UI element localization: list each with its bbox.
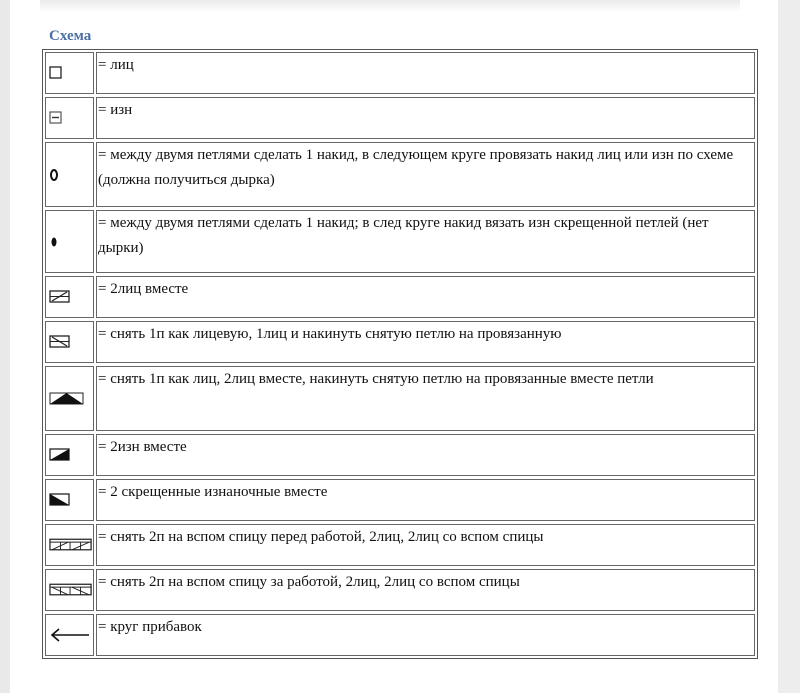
legend-text: = снять 2п на вспом спицу перед работой, 2лиц, 2лиц со вспом спицы: [96, 524, 755, 566]
ssk-icon: [45, 321, 94, 363]
double-decrease-icon: [45, 366, 94, 431]
cropped-text-strip: [40, 0, 740, 12]
legend-row: [45, 276, 755, 318]
legend-text: = 2изн вместе: [96, 434, 755, 476]
legend-text: = 2 скрещенные изнаночные вместе: [96, 479, 755, 521]
legend-text: = снять 2п на вспом спицу за работой, 2лиц, 2лиц со вспом спицы: [96, 569, 755, 611]
knit-square-icon: [45, 52, 94, 94]
cable-back-icon: [45, 569, 94, 611]
left-gutter: [0, 0, 10, 693]
legend-row: [45, 210, 755, 273]
p2tog-tbl-icon: [45, 479, 94, 521]
legend-row: [45, 142, 755, 207]
legend-row: [45, 434, 755, 476]
purl-square-icon: [45, 97, 94, 139]
legend-row: [45, 321, 755, 363]
legend-row: [45, 366, 755, 431]
legend-text: = между двумя петлями сделать 1 накид, в следующем круге провязать накид лиц или изн по схеме (должна получиться дырка): [96, 142, 755, 207]
legend-row: [45, 97, 755, 139]
legend-text: = снять 1п как лицевую, 1лиц и накинуть снятую петлю на провязанную: [96, 321, 755, 363]
yarn-over-closed-icon: [45, 210, 94, 273]
left-arrow-icon: [45, 614, 94, 656]
right-scroll-gutter[interactable]: [778, 0, 800, 693]
legend-row: [45, 479, 755, 521]
cable-front-icon: [45, 524, 94, 566]
section-title: Схема: [49, 28, 92, 44]
legend-row: [45, 52, 755, 94]
legend-text: = между двумя петлями сделать 1 накид; в след круге накид вязать изн скрещенной петлей (нет дырки): [96, 210, 755, 273]
legend-row: [45, 524, 755, 566]
p2tog-icon: [45, 434, 94, 476]
k2tog-icon: [45, 276, 94, 318]
legend-text: = снять 1п как лиц, 2лиц вместе, накинуть снятую петлю на провязанные вместе петли: [96, 366, 755, 431]
legend-row: [45, 569, 755, 611]
legend-row: [45, 614, 755, 656]
legend-table: [42, 49, 758, 659]
yarn-over-hole-icon: [45, 142, 94, 207]
legend-text: = 2лиц вместе: [96, 276, 755, 318]
legend-text: = лиц: [96, 52, 755, 94]
legend-text: = изн: [96, 97, 755, 139]
legend-text: = круг прибавок: [96, 614, 755, 656]
